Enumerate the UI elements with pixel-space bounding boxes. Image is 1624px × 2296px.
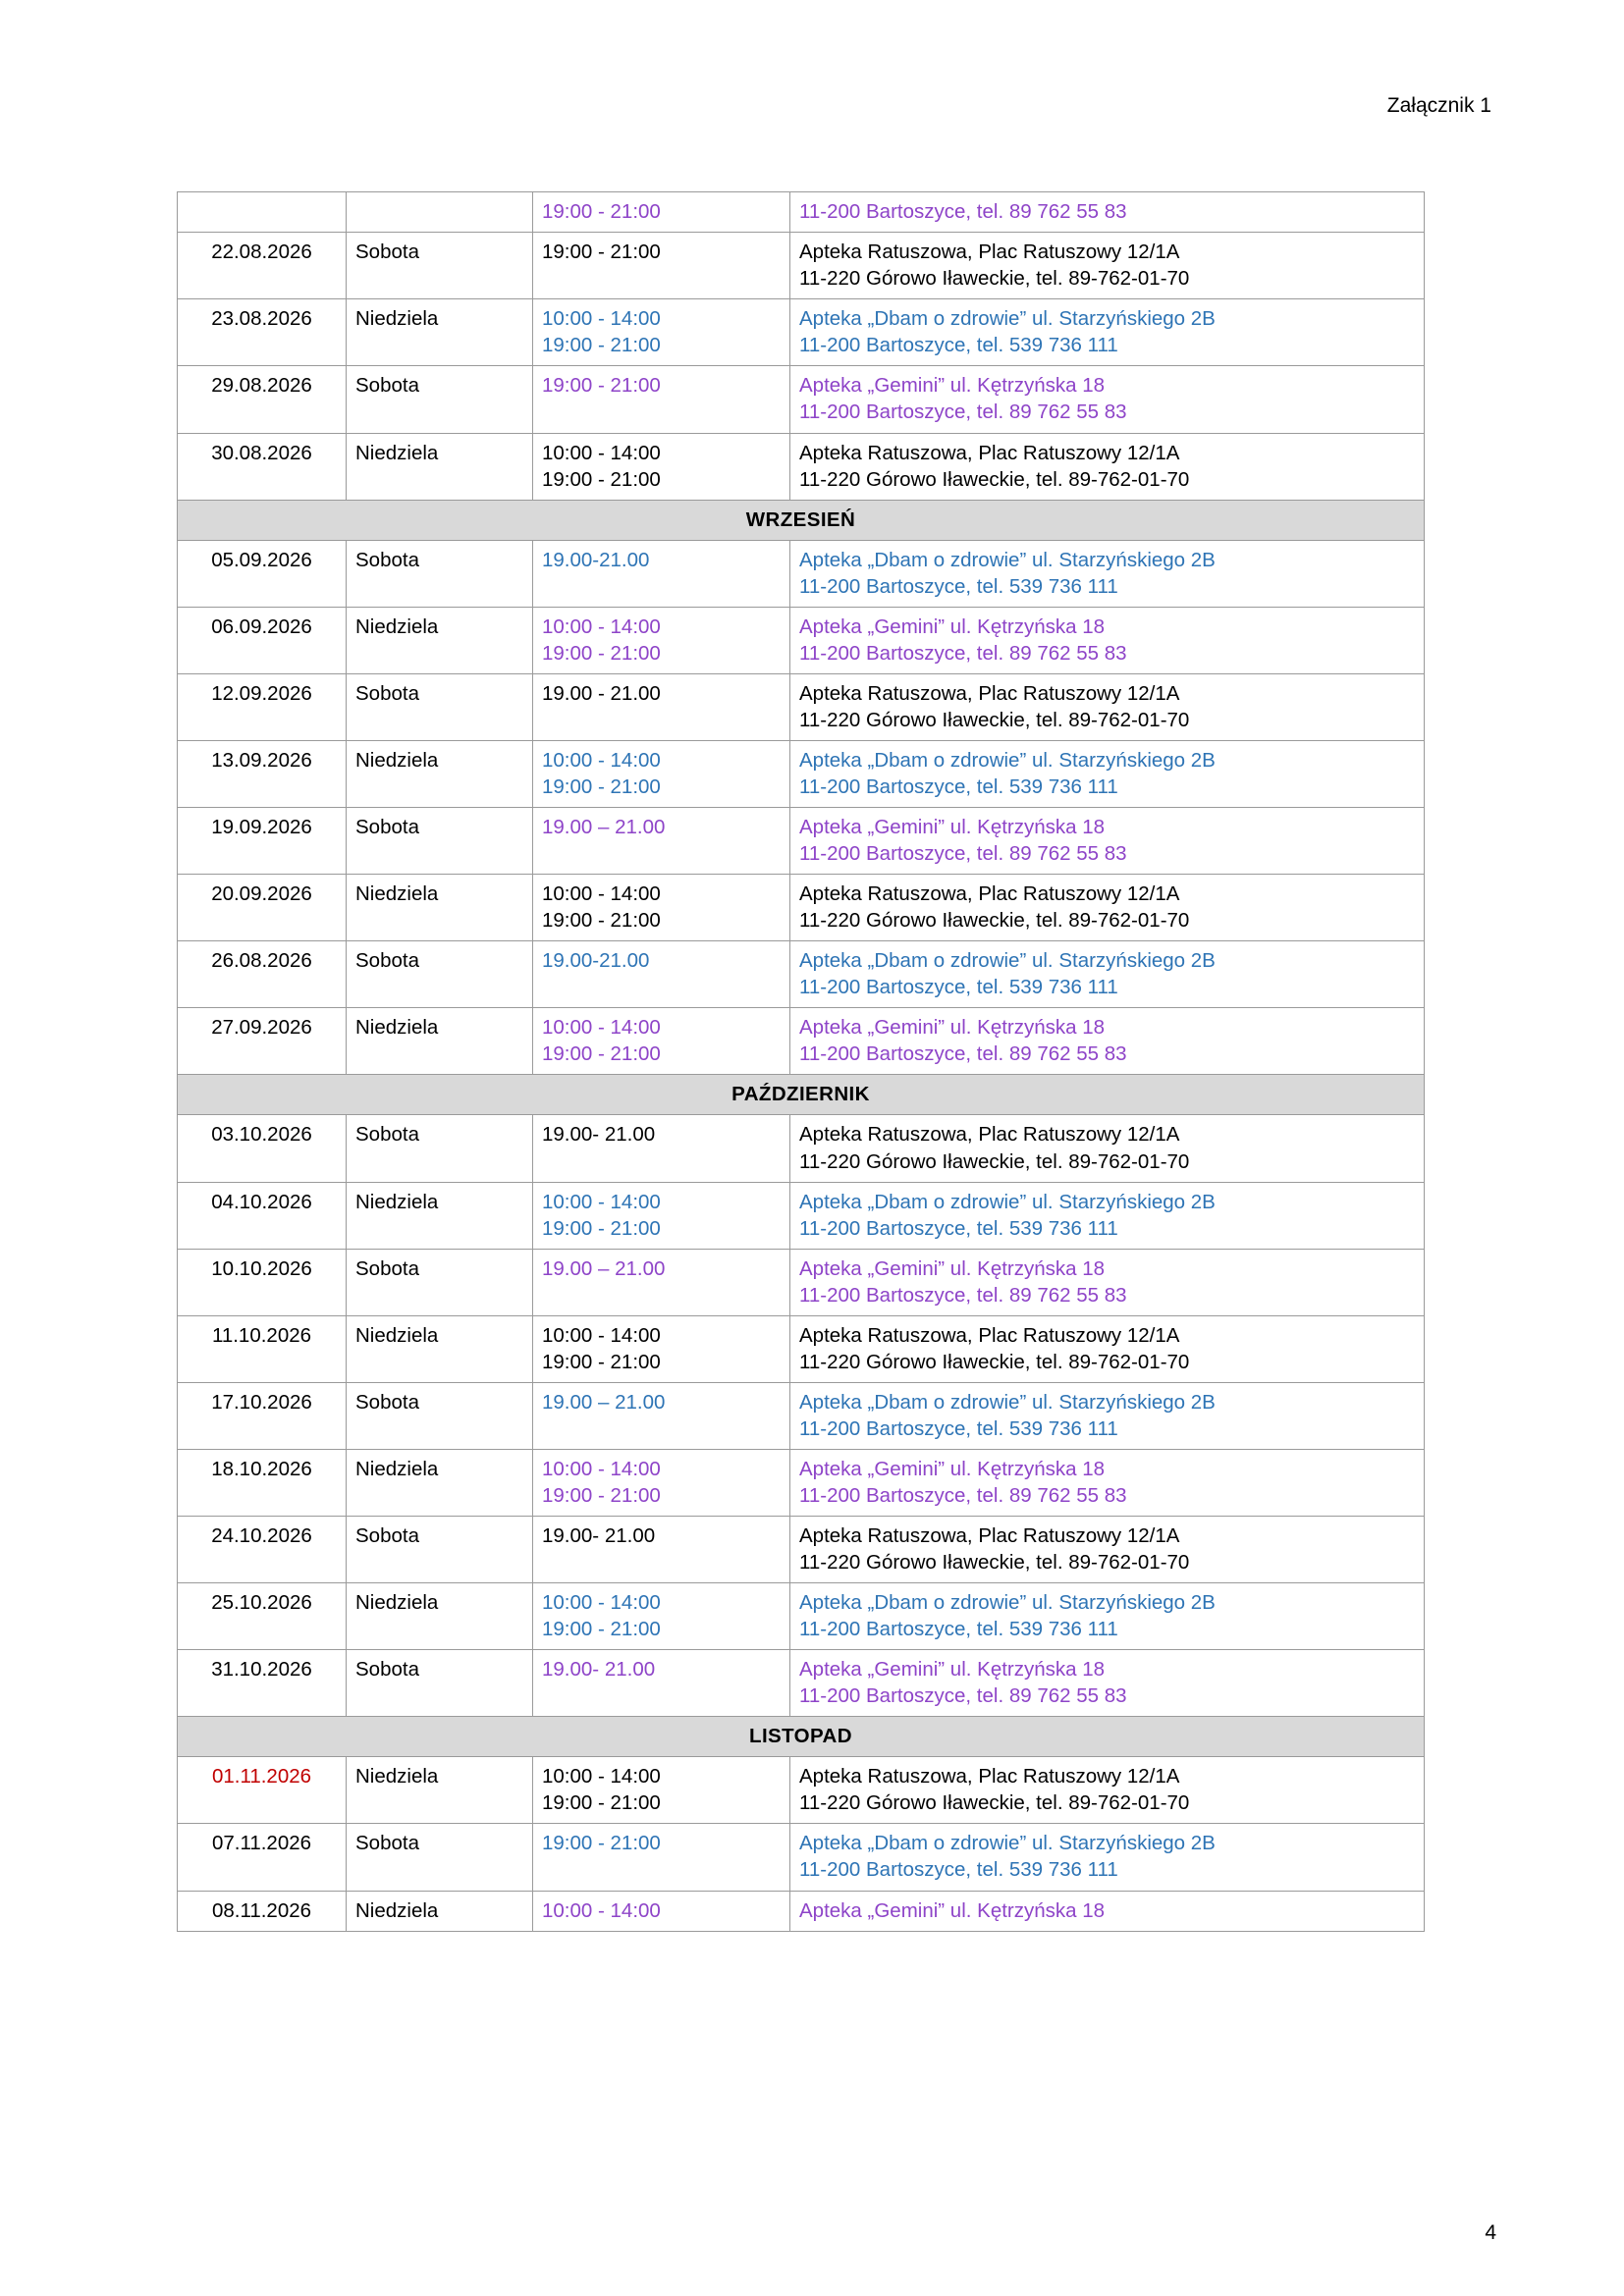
table-row: [178, 540, 1425, 607]
day-of-week: Sobota: [347, 1249, 533, 1315]
table-row: [178, 740, 1425, 807]
duty-hours: [533, 1182, 790, 1249]
duty-hours: [533, 540, 790, 607]
duty-hours-line: 19.00 – 21.00: [542, 1256, 666, 1280]
duty-hours-line: 19:00 - 21:00: [542, 641, 661, 665]
duty-hours: [533, 607, 790, 673]
pharmacy-info: [790, 299, 1425, 366]
duty-hours: [533, 1008, 790, 1075]
table-row: [178, 1517, 1425, 1583]
day-of-week: Niedziela: [347, 875, 533, 941]
attachment-label: Załącznik 1: [1386, 94, 1491, 117]
duty-hours: [533, 673, 790, 740]
duty-hours-line: 10:00 - 14:00: [542, 1591, 661, 1615]
duty-hours-line: 19:00 - 21:00: [542, 1791, 661, 1815]
duty-date: 12.09.2026: [178, 673, 347, 740]
pharmacy-info-line: 11-200 Bartoszyce, tel. 539 736 111: [799, 574, 1118, 598]
duty-date: 19.09.2026: [178, 808, 347, 875]
duty-hours-line: 10:00 - 14:00: [542, 1898, 661, 1922]
duty-hours-line: 19.00 – 21.00: [542, 1390, 666, 1414]
pharmacy-info: [790, 808, 1425, 875]
pharmacy-info-line: Apteka „Gemini” ul. Kętrzyńska 18: [799, 1016, 1106, 1040]
pharmacy-info-line: 11-200 Bartoszyce, tel. 89 762 55 83: [799, 1483, 1127, 1507]
duty-date: 01.11.2026: [178, 1757, 347, 1824]
duty-hours: [533, 1382, 790, 1449]
day-of-week: Niedziela: [347, 1315, 533, 1382]
duty-hours-line: 19:00 - 21:00: [542, 240, 661, 264]
duty-hours-line: 19:00 - 21:00: [542, 1832, 661, 1855]
table-row: [178, 808, 1425, 875]
day-of-week: Niedziela: [347, 1449, 533, 1516]
table-row: [178, 366, 1425, 433]
pharmacy-info-line: 11-200 Bartoszyce, tel. 539 736 111: [799, 1858, 1118, 1882]
duty-date: 05.09.2026: [178, 540, 347, 607]
duty-hours: [533, 1249, 790, 1315]
pharmacy-info-line: 11-200 Bartoszyce, tel. 539 736 111: [799, 1416, 1118, 1440]
pharmacy-info: [790, 941, 1425, 1008]
pharmacy-info-line: 11-220 Górowo Iławeckie, tel. 89-762-01-70: [799, 267, 1190, 291]
table-row: [178, 1583, 1425, 1650]
table-row: [178, 875, 1425, 941]
pharmacy-info-line: 11-220 Górowo Iławeckie, tel. 89-762-01-70: [799, 708, 1190, 731]
day-of-week: Niedziela: [347, 1182, 533, 1249]
pharmacy-info-line: Apteka Ratuszowa, Plac Ratuszowy 12/1A: [799, 1765, 1180, 1789]
duty-hours: [533, 192, 790, 233]
duty-hours-line: 10:00 - 14:00: [542, 1323, 661, 1347]
pharmacy-info-line: 11-200 Bartoszyce, tel. 89 762 55 83: [799, 200, 1127, 224]
pharmacy-info: [790, 1008, 1425, 1075]
duty-hours-line: 19:00 - 21:00: [542, 1042, 661, 1066]
duty-hours-line: 10:00 - 14:00: [542, 441, 661, 464]
duty-hours-line: 19:00 - 21:00: [542, 1216, 661, 1240]
day-of-week: Sobota: [347, 673, 533, 740]
table-row: [178, 1824, 1425, 1891]
pharmacy-info: [790, 1249, 1425, 1315]
duty-date: 31.10.2026: [178, 1650, 347, 1717]
pharmacy-info: [790, 1757, 1425, 1824]
pharmacy-info-line: Apteka „Gemini” ul. Kętrzyńska 18: [799, 614, 1106, 638]
pharmacy-info: [790, 740, 1425, 807]
duty-hours-line: 19:00 - 21:00: [542, 1618, 661, 1641]
duty-hours: [533, 808, 790, 875]
duty-hours: [533, 1824, 790, 1891]
duty-hours: [533, 1315, 790, 1382]
duty-hours-line: 19:00 - 21:00: [542, 1483, 661, 1507]
duty-date: [178, 192, 347, 233]
pharmacy-info-line: Apteka „Dbam o zdrowie” ul. Starzyńskiego 2B: [799, 1390, 1216, 1414]
pharmacy-info-line: 11-220 Górowo Iławeckie, tel. 89-762-01-70: [799, 1791, 1190, 1815]
table-row: [178, 1315, 1425, 1382]
table-row: [178, 607, 1425, 673]
pharmacy-info-line: Apteka „Dbam o zdrowie” ul. Starzyńskiego 2B: [799, 1591, 1216, 1615]
duty-hours: [533, 1517, 790, 1583]
pharmacy-info-line: 11-200 Bartoszyce, tel. 539 736 111: [799, 976, 1118, 999]
pharmacy-info-line: 11-220 Górowo Iławeckie, tel. 89-762-01-70: [799, 1551, 1190, 1575]
duty-hours-line: 19:00 - 21:00: [542, 1350, 661, 1373]
pharmacy-info-line: Apteka Ratuszowa, Plac Ratuszowy 12/1A: [799, 240, 1180, 264]
month-header-label: LISTOPAD: [178, 1717, 1425, 1757]
duty-date: 24.10.2026: [178, 1517, 347, 1583]
table-row: [178, 941, 1425, 1008]
duty-hours: [533, 1650, 790, 1717]
duty-date: 22.08.2026: [178, 233, 347, 299]
duty-hours-line: 19.00 - 21.00: [542, 681, 661, 705]
pharmacy-info-line: Apteka „Dbam o zdrowie” ul. Starzyńskiego 2B: [799, 1190, 1216, 1213]
day-of-week: Niedziela: [347, 433, 533, 500]
table-row: [178, 1449, 1425, 1516]
day-of-week: Sobota: [347, 366, 533, 433]
pharmacy-info: [790, 433, 1425, 500]
day-of-week: Sobota: [347, 1115, 533, 1182]
table-row: [178, 1249, 1425, 1315]
duty-hours-line: 10:00 - 14:00: [542, 1190, 661, 1213]
day-of-week: Niedziela: [347, 1757, 533, 1824]
duty-date: 07.11.2026: [178, 1824, 347, 1891]
pharmacy-info-line: 11-200 Bartoszyce, tel. 539 736 111: [799, 774, 1118, 798]
day-of-week: Sobota: [347, 540, 533, 607]
pharmacy-info-line: Apteka „Gemini” ul. Kętrzyńska 18: [799, 816, 1106, 839]
duty-hours: [533, 1583, 790, 1650]
pharmacy-info-line: Apteka „Dbam o zdrowie” ul. Starzyńskiego 2B: [799, 548, 1216, 571]
pharmacy-info: [790, 1650, 1425, 1717]
duty-hours: [533, 1891, 790, 1931]
day-of-week: Niedziela: [347, 299, 533, 366]
pharmacy-info: [790, 540, 1425, 607]
day-of-week: Niedziela: [347, 1583, 533, 1650]
pharmacy-info: [790, 1115, 1425, 1182]
table-row: [178, 1650, 1425, 1717]
pharmacy-info: [790, 1517, 1425, 1583]
duty-hours-line: 19:00 - 21:00: [542, 774, 661, 798]
duty-hours: [533, 740, 790, 807]
pharmacy-info: [790, 192, 1425, 233]
duty-hours-line: 10:00 - 14:00: [542, 882, 661, 906]
duty-date: 13.09.2026: [178, 740, 347, 807]
pharmacy-info-line: 11-220 Górowo Iławeckie, tel. 89-762-01-70: [799, 467, 1190, 491]
pharmacy-info-line: 11-200 Bartoszyce, tel. 539 736 111: [799, 1618, 1118, 1641]
day-of-week: Niedziela: [347, 1891, 533, 1931]
day-of-week: Sobota: [347, 1517, 533, 1583]
pharmacy-info-line: Apteka „Gemini” ul. Kętrzyńska 18: [799, 1898, 1106, 1922]
duty-hours: [533, 366, 790, 433]
pharmacy-info-line: Apteka „Dbam o zdrowie” ul. Starzyńskiego 2B: [799, 949, 1216, 973]
table-row: [178, 1115, 1425, 1182]
duty-date: 27.09.2026: [178, 1008, 347, 1075]
page-number: 4: [1485, 2221, 1496, 2244]
duty-hours: [533, 1757, 790, 1824]
table-row: [178, 1382, 1425, 1449]
duty-hours: [533, 433, 790, 500]
pharmacy-info-line: 11-200 Bartoszyce, tel. 89 762 55 83: [799, 641, 1127, 665]
duty-hours-line: 19:00 - 21:00: [542, 909, 661, 933]
pharmacy-info: [790, 233, 1425, 299]
month-header-label: WRZESIEŃ: [178, 500, 1425, 540]
pharmacy-info-line: Apteka „Dbam o zdrowie” ul. Starzyńskiego 2B: [799, 748, 1216, 772]
pharmacy-info: [790, 1583, 1425, 1650]
duty-hours-line: 19.00-21.00: [542, 949, 650, 973]
pharmacy-info-line: Apteka Ratuszowa, Plac Ratuszowy 12/1A: [799, 1323, 1180, 1347]
day-of-week: [347, 192, 533, 233]
pharmacy-info: [790, 1891, 1425, 1931]
table-row: [178, 1182, 1425, 1249]
day-of-week: Sobota: [347, 1382, 533, 1449]
pharmacy-info-line: Apteka „Gemini” ul. Kętrzyńska 18: [799, 374, 1106, 398]
duty-hours-line: 10:00 - 14:00: [542, 1765, 661, 1789]
day-of-week: Sobota: [347, 808, 533, 875]
day-of-week: Niedziela: [347, 607, 533, 673]
table-row: [178, 433, 1425, 500]
day-of-week: Sobota: [347, 233, 533, 299]
duty-hours: [533, 1115, 790, 1182]
pharmacy-info: [790, 1449, 1425, 1516]
pharmacy-info: [790, 673, 1425, 740]
table-row: [178, 1757, 1425, 1824]
document-header: [177, 93, 1496, 118]
pharmacy-info: [790, 607, 1425, 673]
pharmacy-info-line: Apteka Ratuszowa, Plac Ratuszowy 12/1A: [799, 882, 1180, 906]
pharmacy-info-line: 11-200 Bartoszyce, tel. 89 762 55 83: [799, 1283, 1127, 1307]
duty-hours-line: 19.00-21.00: [542, 548, 650, 571]
duty-hours: [533, 941, 790, 1008]
table-row: [178, 233, 1425, 299]
duty-hours: [533, 875, 790, 941]
duty-hours-line: 19.00 – 21.00: [542, 816, 666, 839]
duty-date: 06.09.2026: [178, 607, 347, 673]
table-row: [178, 192, 1425, 233]
duty-date: 29.08.2026: [178, 366, 347, 433]
month-header-row: [178, 1075, 1425, 1115]
pharmacy-info-line: Apteka „Dbam o zdrowie” ul. Starzyńskiego 2B: [799, 1832, 1216, 1855]
month-header-label: PAŹDZIERNIK: [178, 1075, 1425, 1115]
pharmacy-info-line: Apteka Ratuszowa, Plac Ratuszowy 12/1A: [799, 681, 1180, 705]
duty-hours-line: 10:00 - 14:00: [542, 1016, 661, 1040]
duty-date: 26.08.2026: [178, 941, 347, 1008]
duty-hours-line: 10:00 - 14:00: [542, 307, 661, 331]
pharmacy-info: [790, 366, 1425, 433]
duty-hours: [533, 299, 790, 366]
pharmacy-info-line: Apteka Ratuszowa, Plac Ratuszowy 12/1A: [799, 1524, 1180, 1548]
pharmacy-info-line: Apteka „Gemini” ul. Kętrzyńska 18: [799, 1658, 1106, 1682]
duty-hours: [533, 1449, 790, 1516]
duty-hours-line: 19:00 - 21:00: [542, 200, 661, 224]
duty-date: 17.10.2026: [178, 1382, 347, 1449]
pharmacy-info-line: Apteka „Gemini” ul. Kętrzyńska 18: [799, 1256, 1106, 1280]
pharmacy-info-line: 11-200 Bartoszyce, tel. 89 762 55 83: [799, 1042, 1127, 1066]
pharmacy-info-line: 11-220 Górowo Iławeckie, tel. 89-762-01-70: [799, 1350, 1190, 1373]
pharmacy-info-line: Apteka Ratuszowa, Plac Ratuszowy 12/1A: [799, 1123, 1180, 1147]
pharmacy-info-line: 11-200 Bartoszyce, tel. 539 736 111: [799, 334, 1118, 357]
duty-date: 04.10.2026: [178, 1182, 347, 1249]
pharmacy-info-line: 11-200 Bartoszyce, tel. 539 736 111: [799, 1216, 1118, 1240]
pharmacy-info: [790, 1824, 1425, 1891]
duty-hours-line: 19.00- 21.00: [542, 1123, 656, 1147]
duty-hours-line: 19:00 - 21:00: [542, 467, 661, 491]
pharmacy-info-line: 11-200 Bartoszyce, tel. 89 762 55 83: [799, 1684, 1127, 1708]
duty-hours-line: 10:00 - 14:00: [542, 614, 661, 638]
duty-hours-line: 19.00- 21.00: [542, 1658, 656, 1682]
day-of-week: Sobota: [347, 941, 533, 1008]
day-of-week: Sobota: [347, 1650, 533, 1717]
day-of-week: Niedziela: [347, 740, 533, 807]
pharmacy-info-line: Apteka „Gemini” ul. Kętrzyńska 18: [799, 1457, 1106, 1480]
duty-date: 23.08.2026: [178, 299, 347, 366]
table-row: [178, 673, 1425, 740]
pharmacy-info: [790, 1182, 1425, 1249]
duty-hours-line: 10:00 - 14:00: [542, 748, 661, 772]
duty-hours-line: 19:00 - 21:00: [542, 334, 661, 357]
duty-date: 25.10.2026: [178, 1583, 347, 1650]
duty-date: 03.10.2026: [178, 1115, 347, 1182]
duty-date: 18.10.2026: [178, 1449, 347, 1516]
pharmacy-info-line: 11-200 Bartoszyce, tel. 89 762 55 83: [799, 842, 1127, 866]
duty-hours-line: 10:00 - 14:00: [542, 1457, 661, 1480]
duty-date: 08.11.2026: [178, 1891, 347, 1931]
pharmacy-info-line: Apteka Ratuszowa, Plac Ratuszowy 12/1A: [799, 441, 1180, 464]
duty-date: 30.08.2026: [178, 433, 347, 500]
duty-date: 10.10.2026: [178, 1249, 347, 1315]
day-of-week: Sobota: [347, 1824, 533, 1891]
pharmacy-info-line: 11-220 Górowo Iławeckie, tel. 89-762-01-70: [799, 909, 1190, 933]
table-row: [178, 1891, 1425, 1931]
pharmacy-info-line: Apteka „Dbam o zdrowie” ul. Starzyńskiego 2B: [799, 307, 1216, 331]
table-row: [178, 299, 1425, 366]
month-header-row: [178, 500, 1425, 540]
pharmacy-duty-schedule-table: [177, 191, 1425, 1931]
pharmacy-info: [790, 1315, 1425, 1382]
schedule-body: [178, 192, 1425, 1931]
month-header-row: [178, 1717, 1425, 1757]
day-of-week: Niedziela: [347, 1008, 533, 1075]
pharmacy-info-line: 11-220 Górowo Iławeckie, tel. 89-762-01-70: [799, 1149, 1190, 1173]
duty-hours: [533, 233, 790, 299]
duty-date: 20.09.2026: [178, 875, 347, 941]
duty-hours-line: 19:00 - 21:00: [542, 374, 661, 398]
pharmacy-info-line: 11-200 Bartoszyce, tel. 89 762 55 83: [799, 400, 1127, 424]
pharmacy-info: [790, 875, 1425, 941]
duty-hours-line: 19.00- 21.00: [542, 1524, 656, 1548]
table-row: [178, 1008, 1425, 1075]
pharmacy-info: [790, 1382, 1425, 1449]
duty-date: 11.10.2026: [178, 1315, 347, 1382]
